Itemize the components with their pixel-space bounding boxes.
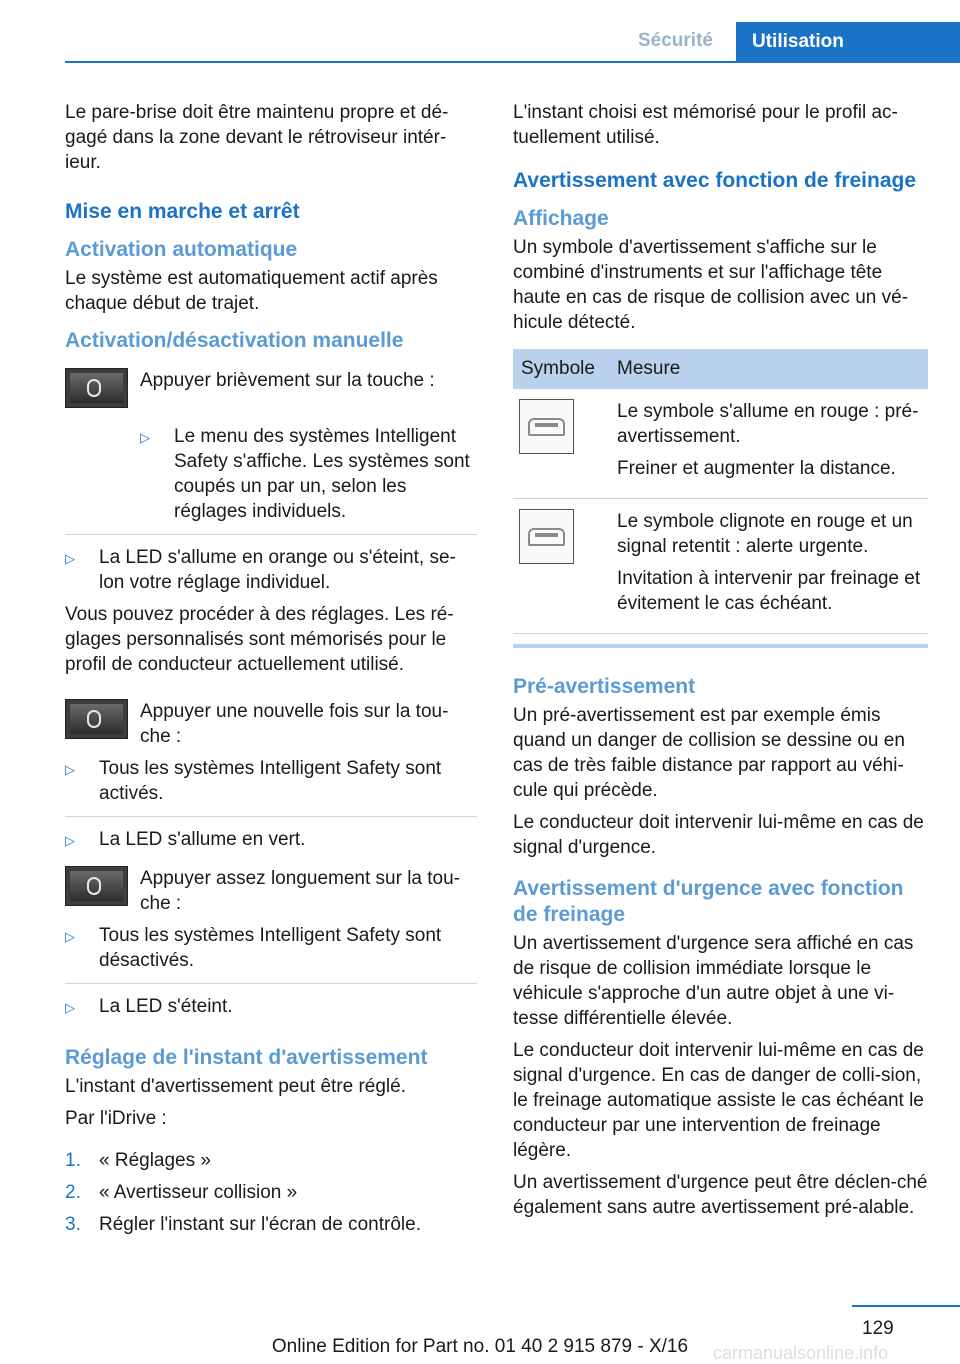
- idrive-text: Par l'iDrive :: [65, 1108, 167, 1129]
- auto-activation-text: Le système est automatiquement actif après chaque début de trajet.: [65, 268, 438, 314]
- saved-text: L'instant choisi est mémorisé pour le profil ac‐tuellement utilisé.: [513, 102, 898, 148]
- edition-footer: Online Edition for Part no. 01 40 2 915 879 - X/16: [271, 1336, 689, 1357]
- divider: [65, 983, 477, 984]
- heading-auto-activation: Activation automatique: [65, 238, 298, 261]
- pre-warning-text-1: Un pré-avertissement est par exemple émis quand un danger de collision se dessine ou en cas de très faible distance par rapport au véhi‐cule qui précède.: [513, 705, 905, 801]
- triangle-bullet-icon: ▷: [65, 1000, 75, 1015]
- table-header: [513, 349, 928, 389]
- button-instruction-again: [65, 699, 477, 749]
- settings-paragraph: Vous pouvez procéder à des réglages. Les ré‐glages personnalisés sont mémorisés pour le profil de conducteur actuellement utilisé.: [65, 604, 454, 675]
- right-column: [513, 100, 928, 1227]
- instruction-text: Appuyer une nouvelle fois sur la tou‐che :: [140, 701, 449, 747]
- step-item: 3. Régler l'instant sur l'écran de contrôle.: [65, 1214, 421, 1235]
- display-text: Un symbole d'avertissement s'affiche sur le combiné d'instruments et sur l'affichage tête haute en cas de risque de collision avec un vé‐hicule détecté.: [513, 237, 909, 333]
- heading-brake-warning: Avertissement avec fonction de freinage: [513, 169, 917, 192]
- triangle-bullet-icon: ▷: [65, 833, 75, 848]
- timing-text: L'instant d'avertissement peut être réglé.: [65, 1076, 406, 1097]
- page-number: 129: [862, 1318, 894, 1339]
- instruction-text: Appuyer assez longuement sur la tou‐che :: [140, 868, 461, 914]
- safety-button-icon: [65, 866, 128, 906]
- pre-warning-text-2: Le conducteur doit intervenir lui-même en cas de signal d'urgence.: [513, 812, 924, 858]
- list-item: ▷ Tous les systèmes Intelligent Safety sont activés.: [65, 758, 442, 804]
- heading-urgent-warning: Avertissement d'urgence avec fonction de freinage: [513, 877, 904, 926]
- step-item: 2. « Avertisseur collision »: [65, 1182, 298, 1203]
- car-warning-icon: [519, 509, 574, 564]
- watermark: carmanualsonline.info: [713, 1343, 889, 1363]
- col-measure: Mesure: [617, 349, 928, 389]
- symbol-table: [513, 349, 928, 634]
- header-rule: [65, 61, 960, 63]
- button-instruction-long: [65, 866, 477, 916]
- heading-warning-timing: Réglage de l'instant d'avertissement: [65, 1046, 428, 1069]
- divider: [65, 534, 477, 535]
- list-item: ▷ Le menu des systèmes Intelligent Safety s'affiche. Les systèmes sont coupés un par un, selon les réglages individuels.: [140, 426, 470, 522]
- button-instruction-short: [65, 368, 477, 418]
- tab-security[interactable]: Sécurité: [638, 30, 713, 51]
- table-row: Le symbole s'allume en rouge : pré-avertissement. Freiner et augmenter la distance.: [513, 389, 928, 499]
- heading-display: Affichage: [513, 207, 609, 230]
- intro-paragraph: Le pare-brise doit être maintenu propre et dé‐gagé dans la zone devant le rétroviseur intér‐ieur.: [65, 102, 449, 173]
- triangle-bullet-icon: ▷: [65, 551, 75, 566]
- list-item: ▷ La LED s'allume en orange ou s'éteint, se‐lon votre réglage individuel.: [65, 547, 456, 593]
- urgent-text-2: Le conducteur doit intervenir lui-même en cas de signal d'urgence. En cas de danger de colli‐sion, le freinage automatique assiste le cas échéant le conducteur par une intervention de freinage légère.: [513, 1040, 924, 1161]
- heading-manual-activation: Activation/désactivation manuelle: [65, 329, 404, 352]
- list-item: ▷ La LED s'éteint.: [65, 994, 477, 1019]
- list-item: ▷ Tous les systèmes Intelligent Safety sont désactivés.: [65, 925, 442, 971]
- heading-on-off: Mise en marche et arrêt: [65, 200, 300, 223]
- urgent-text-1: Un avertissement d'urgence sera affiché en cas de risque de collision immédiate lorsque le véhicule s'approche d'un autre objet à une vi‐tesse différentielle élevée.: [513, 933, 914, 1029]
- col-symbol: Symbole: [513, 349, 617, 389]
- safety-button-icon: [65, 368, 128, 408]
- urgent-text-3: Un avertissement d'urgence peut être déclen‐ché également sans autre avertissement pré‐alable.: [513, 1172, 928, 1218]
- heading-pre-warning: Pré-avertissement: [513, 675, 696, 698]
- step-item: 1. « Réglages »: [65, 1150, 211, 1171]
- left-column: [65, 100, 477, 1244]
- triangle-bullet-icon: ▷: [65, 762, 75, 777]
- table-row: Le symbole clignote en rouge et un signal retentit : alerte urgente. Invitation à intervenir par freinage et évitement le cas échéant.: [513, 499, 928, 634]
- safety-button-icon: [65, 699, 128, 739]
- tab-usage[interactable]: Utilisation: [736, 22, 960, 62]
- triangle-bullet-icon: ▷: [65, 929, 75, 944]
- list-item: ▷ La LED s'allume en vert.: [65, 827, 477, 852]
- page-number-rule: [852, 1305, 960, 1307]
- instruction-text: Appuyer brièvement sur la touche :: [140, 370, 435, 391]
- divider: [65, 816, 477, 817]
- car-warning-icon: [519, 399, 574, 454]
- table-end-rule: [513, 644, 928, 648]
- triangle-bullet-icon: ▷: [140, 430, 150, 445]
